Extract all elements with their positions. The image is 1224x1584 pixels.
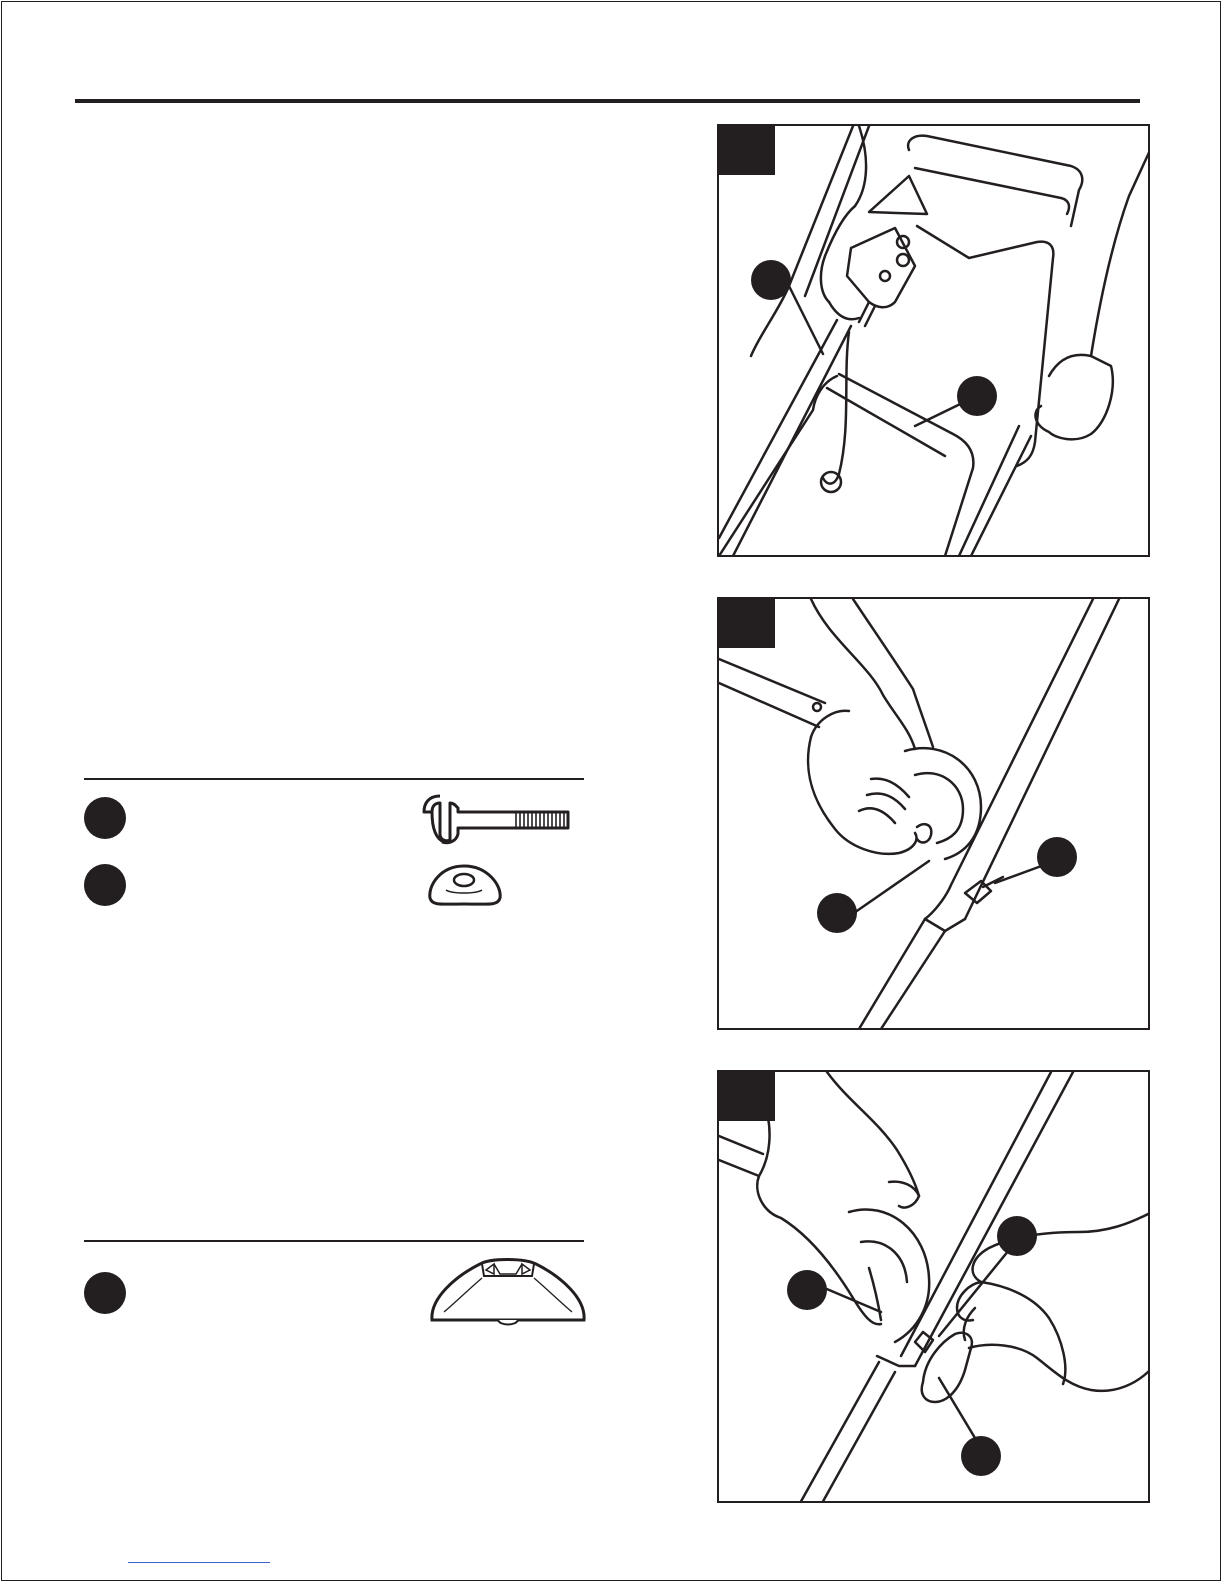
wing-knob-icon [428,1250,588,1330]
step-figure-panel [717,1070,1150,1503]
handle-cord-routing-illustration [719,126,1150,557]
header-rule [75,99,1140,103]
callout-marker [957,376,997,416]
step-figure-panel [717,597,1150,1030]
parts-callout-marker [84,797,126,839]
parts-list-divider [84,778,584,780]
knob-tightening-illustration [719,1072,1150,1503]
parts-list-divider [84,1240,584,1242]
footer-link-underline[interactable] [128,1562,270,1563]
parts-callout-marker [84,864,126,906]
cam-washer-icon [424,860,506,910]
callout-marker [751,260,791,300]
step-figure-panel [717,124,1150,557]
parts-callout-marker [84,1272,126,1314]
carriage-bolt-icon [420,790,572,848]
bolt-insertion-illustration [719,599,1150,1030]
